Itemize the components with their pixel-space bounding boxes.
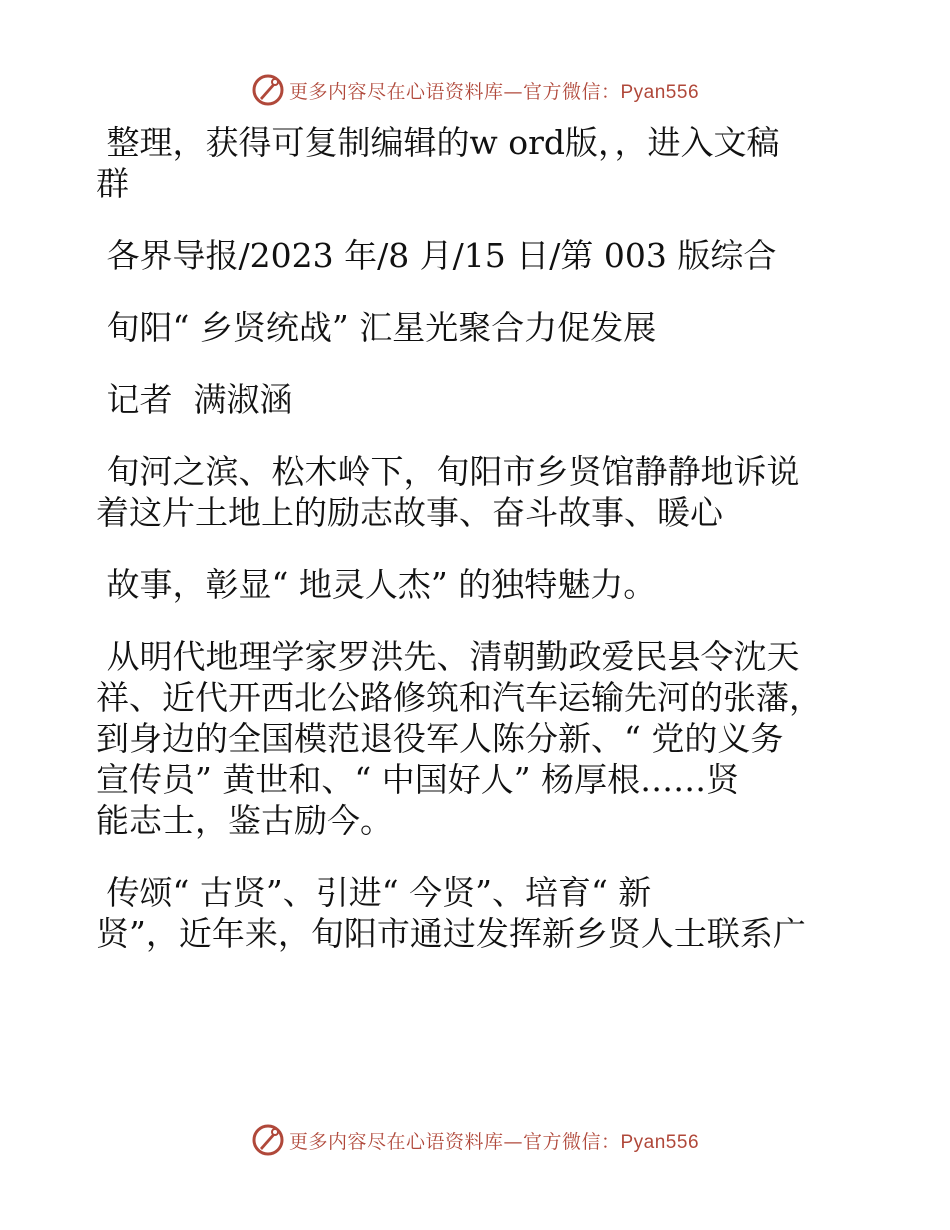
paragraph-3 <box>96 636 836 841</box>
article-title <box>96 307 836 348</box>
wechat-account: Pyan556 <box>620 1131 700 1153</box>
article-byline <box>96 379 836 420</box>
text-line: 群 <box>96 164 129 203</box>
footer-banner <box>0 1120 950 1160</box>
text-line: 故事，彰显“ 地灵人杰” 的独特魅力。 <box>96 565 657 604</box>
text-line: 整理，获得可复制编辑的w ord版，，进入文稿 <box>96 123 780 162</box>
text-line: 到身边的全国模范退役军人陈分新、“ 党的义务 <box>96 719 784 758</box>
quill-pen-circle-icon <box>251 1123 285 1157</box>
text-line: 能志士，鉴古励今。 <box>96 801 393 840</box>
header-banner <box>0 70 950 110</box>
banner-text: 更多内容尽在心语资料库—官方微信：Pyan556 <box>288 80 700 103</box>
text-line: 贤”，近年来，旬阳市通过发挥新乡贤人士联系广 <box>96 914 806 953</box>
text-line: 各界导报/2023 年/8 月/15 日/第 003 版综合 <box>96 236 777 275</box>
text-line: 祥、近代开西北公路修筑和汽车运输先河的张藩， <box>96 678 822 717</box>
text-line: 宣传员” 黄世和、“ 中国好人” 杨厚根……贤 <box>96 760 740 799</box>
text-line: 旬阳“ 乡贤统战” 汇星光聚合力促发展 <box>96 308 657 347</box>
quill-pen-circle-icon <box>251 73 285 107</box>
text-line: 传颂“ 古贤”、引进“ 今贤”、培育“ 新 <box>96 873 652 912</box>
paragraph-2 <box>96 564 836 605</box>
paragraph-1 <box>96 451 836 533</box>
paragraph-intro <box>96 122 836 204</box>
wechat-account: Pyan556 <box>620 81 700 103</box>
text-line: 从明代地理学家罗洪先、清朝勤政爱民县令沈天 <box>96 637 800 676</box>
text-line: 着这片土地上的励志故事、奋斗故事、暖心 <box>96 493 723 532</box>
banner-text: 更多内容尽在心语资料库—官方微信：Pyan556 <box>288 1130 700 1153</box>
document-body <box>96 122 836 954</box>
text-line: 记者 满淑涵 <box>96 380 293 419</box>
text-line: 旬河之滨、松木岭下，旬阳市乡贤馆静静地诉说 <box>96 452 800 491</box>
paragraph-4 <box>96 872 836 954</box>
paragraph-source <box>96 235 836 276</box>
